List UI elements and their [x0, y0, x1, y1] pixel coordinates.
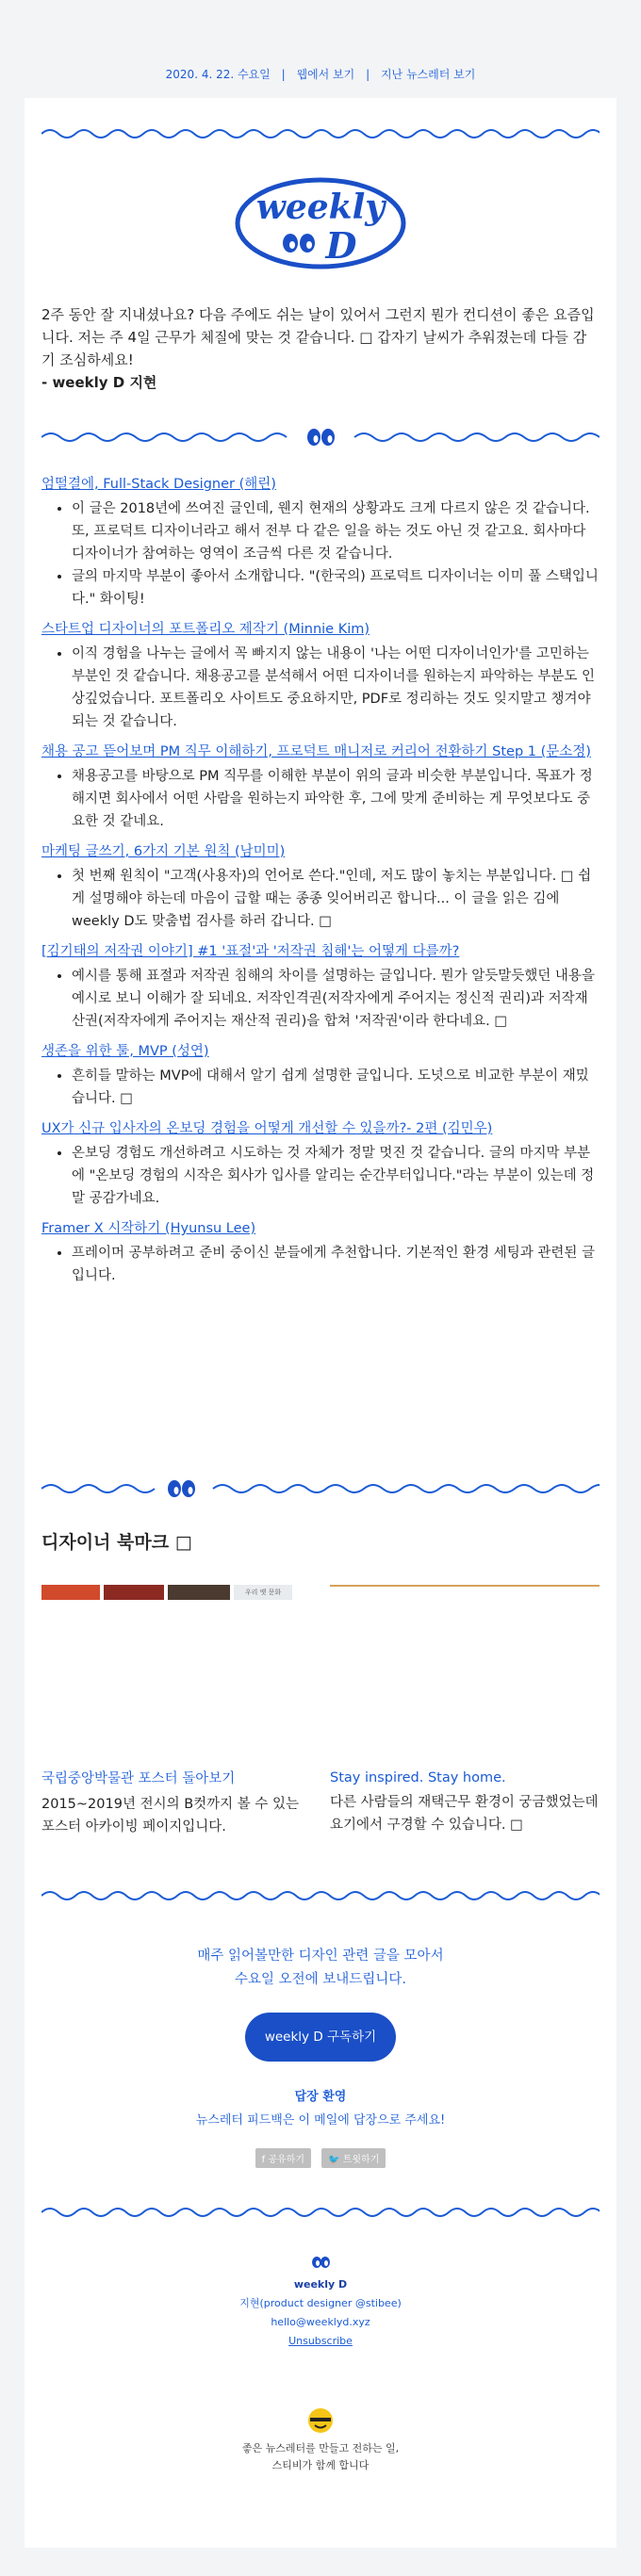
- eyes-divider: [41, 1477, 600, 1500]
- facebook-share-button[interactable]: f 공유하기: [255, 2148, 311, 2168]
- twitter-share-button[interactable]: 🐦 트윗하기: [321, 2148, 386, 2168]
- bookmark-thumbnail[interactable]: 우리 옛 문화: [41, 1585, 304, 1726]
- footer: [25, 2256, 616, 2351]
- article-link[interactable]: Framer X 시작하기 (Hyunsu Lee): [41, 1221, 256, 1236]
- stibee-section: [25, 2406, 616, 2474]
- article-link[interactable]: 엄떨결에, Full-Stack Designer (해린): [41, 477, 276, 492]
- article-link[interactable]: 마케팅 글쓰기, 6가지 기본 원칙 (남미미): [41, 844, 286, 859]
- article-comment: • 이직 경험을 나누는 글에서 꼭 빠지지 않는 내용이 '나는 어떤 디자이너인가'를 고민하는 부분인 것 같습니다. 채용공고를 분석해서 어떤 디자이너를 원하는지 파악하는 부분도 인상깊었습니다. 포트폴리오 사이트도 중요하지만, PDF로 정리하는 것도 잊지말고 챙겨야되는 것 같습니다.: [72, 643, 600, 733]
- article-comment: • 글의 마지막 부분이 좋아서 소개합니다. "(한국의) 프로덕트 디자이너는 이미 풀 스택입니다." 화이팅!: [72, 565, 600, 611]
- article-item: [41, 620, 600, 733]
- bird-icon: 🐦: [328, 2155, 343, 2165]
- footer-email[interactable]: hello@weeklyd.xyz: [271, 2316, 370, 2328]
- svg-text:weekly: weekly: [255, 187, 386, 227]
- article-item: [41, 942, 600, 1033]
- article-item: [41, 1219, 600, 1287]
- bookmark-heading: 디자이너 북마크 □: [41, 1532, 192, 1553]
- article-link[interactable]: UX가 신규 입사자의 온보딩 경험을 어떻게 개선할 수 있을까?- 2편 (김민우): [41, 1121, 493, 1136]
- article-link[interactable]: 스타트업 디자이너의 포트폴리오 제작기 (Minnie Kim): [41, 622, 370, 637]
- wave-divider: [41, 1888, 600, 1903]
- article-comment: • 흔히들 말하는 MVP에 대해서 알기 쉽게 설명한 글입니다. 도넛으로 비교한 부분이 재밌습니다. □: [72, 1065, 600, 1110]
- bookmark-card: [330, 1768, 600, 1836]
- intro-text: 2주 동안 잘 지내셨나요? 다음 주에도 쉬는 날이 있어서 그런지 뭔가 컨디션이 좋은 요즘입니다. 저는 주 4일 근무가 체질에 맞는 것 같습니다. □ 갑자기 날씨가 추워졌는데 다들 감기 조심하세요!: [41, 306, 595, 368]
- wave-divider: [41, 2205, 600, 2220]
- footer-author: 지현(product designer @stibee): [239, 2297, 402, 2309]
- reply-subtitle: 뉴스레터 피드백은 이 메일에 답장으로 주세요!: [195, 2113, 446, 2128]
- subscribe-section: [25, 1945, 616, 2168]
- article-comment: • 예시를 통해 표절과 저작권 침해의 차이를 설명하는 글입니다. 뭔가 알듯말듯했던 내용을 예시로 보니 이해가 잘 되네요. 저작인격권(저작자에게 주어지는 정신적 권리)과 저작재산권(저작자에게 주어지는 재산적 권리)을 합쳐 '저작권'이라 한다네요. □: [72, 965, 600, 1033]
- bookmark-description: 2015~2019년 전시의 B컷까지 볼 수 있는 포스터 아카이빙 페이지입니다.: [41, 1797, 300, 1834]
- weekly-d-logo: [226, 171, 415, 275]
- bookmark-thumbnail[interactable]: [330, 1585, 600, 1726]
- article-item: [41, 1119, 600, 1210]
- stibee-logo-icon[interactable]: [306, 2406, 335, 2435]
- bookmark-link[interactable]: 국립중앙박물관 포스터 돌아보기: [41, 1771, 236, 1786]
- article-comment: • 프레이머 공부하려고 준비 중이신 분들에게 추천합니다. 기본적인 환경 세팅과 관련된 글입니다.: [72, 1242, 600, 1287]
- promo-line: 수요일 오전에 보내드립니다.: [235, 1972, 406, 1987]
- wave-divider: [41, 126, 600, 141]
- article-link[interactable]: 채용 공고 뜯어보며 PM 직무 이해하기, 프로덕트 매니저로 커리어 전환하기 Step 1 (문소정): [41, 744, 591, 759]
- past-newsletters-link[interactable]: 지난 뉴스레터 보기: [380, 68, 476, 81]
- intro-section: [41, 303, 598, 394]
- svg-text:D: D: [325, 224, 357, 267]
- article-item: [41, 1042, 600, 1110]
- view-on-web-link[interactable]: 웹에서 보기: [296, 68, 355, 81]
- separator: |: [281, 68, 286, 81]
- article-comment: • 첫 번째 원칙이 "고객(사용자)의 언어로 쓴다."인데, 저도 많이 놓치는 부분입니다. □ 쉽게 설명해야 하는데 마음이 급할 때는 종종 잊어버리곤 합니다... 이 글을 읽은 김에 weekly D도 맞춤법 검사를 하러 갑니다. □: [72, 865, 600, 933]
- bookmark-description: 다른 사람들의 재택근무 환경이 궁금했었는데 요기에서 구경할 수 있습니다. □: [330, 1795, 599, 1833]
- reply-title: 답장 환영: [294, 2090, 347, 2104]
- eyes-divider: [41, 426, 600, 448]
- eyes-icon: [309, 2256, 332, 2269]
- article-list: [41, 475, 600, 1296]
- article-comment: • 이 글은 2018년에 쓰여진 글인데, 웬지 현재의 상황과도 크게 다르지 않은 것 같습니다. 또, 프로덕트 디자이너라고 해서 전부 다 같은 일을 하는 것도 아닌 것 같고요. 회사마다 디자이너가 참여하는 영역이 조금씩 다른 것 같습니다.: [72, 497, 600, 565]
- bookmark-card: [41, 1768, 304, 1838]
- article-item: [41, 742, 600, 833]
- article-item: [41, 475, 600, 611]
- signature: - weekly D 지현: [41, 374, 157, 391]
- bookmark-link[interactable]: Stay inspired. Stay home.: [330, 1770, 506, 1785]
- article-comment: • 채용공고를 바탕으로 PM 직무를 이해한 부분이 위의 글과 비슷한 부분입니다. 목표가 정해지면 회사에서 어떤 사람을 원하는지 파악한 후, 그에 맞게 준비하는 게 무엇보다도 중요한 것 같네요.: [72, 765, 600, 833]
- footer-brand: weekly D: [293, 2278, 348, 2291]
- topbar: [0, 66, 641, 82]
- subscribe-button[interactable]: weekly D 구독하기: [245, 2013, 396, 2062]
- article-item: [41, 842, 600, 933]
- separator: |: [366, 68, 370, 81]
- article-comment: • 온보딩 경험도 개선하려고 시도하는 것 자체가 정말 멋진 것 같습니다. 글의 마지막 부분에 "온보딩 경험의 시작은 회사가 입사를 알리는 순간부터입니다."라는 부분이 있는데 정말 공감가네요.: [72, 1142, 600, 1210]
- article-link[interactable]: [김기태의 저작권 이야기] #1 '표절'과 '저작권 침해'는 어떻게 다를까?: [41, 944, 460, 959]
- article-link[interactable]: 생존을 위한 툴, MVP (성연): [41, 1044, 209, 1059]
- share-buttons: [25, 2148, 616, 2168]
- unsubscribe-link[interactable]: Unsubscribe: [288, 2335, 353, 2347]
- promo-line: 매주 읽어볼만한 디자인 관련 글을 모아서: [197, 1948, 444, 1964]
- stibee-line: 좋은 뉴스레터를 만들고 전하는 일,: [241, 2442, 400, 2454]
- date-text: 2020. 4. 22. 수요일: [165, 68, 271, 81]
- stibee-line: 스티비가 함께 합니다: [271, 2459, 370, 2471]
- newsletter-card: [25, 98, 616, 2548]
